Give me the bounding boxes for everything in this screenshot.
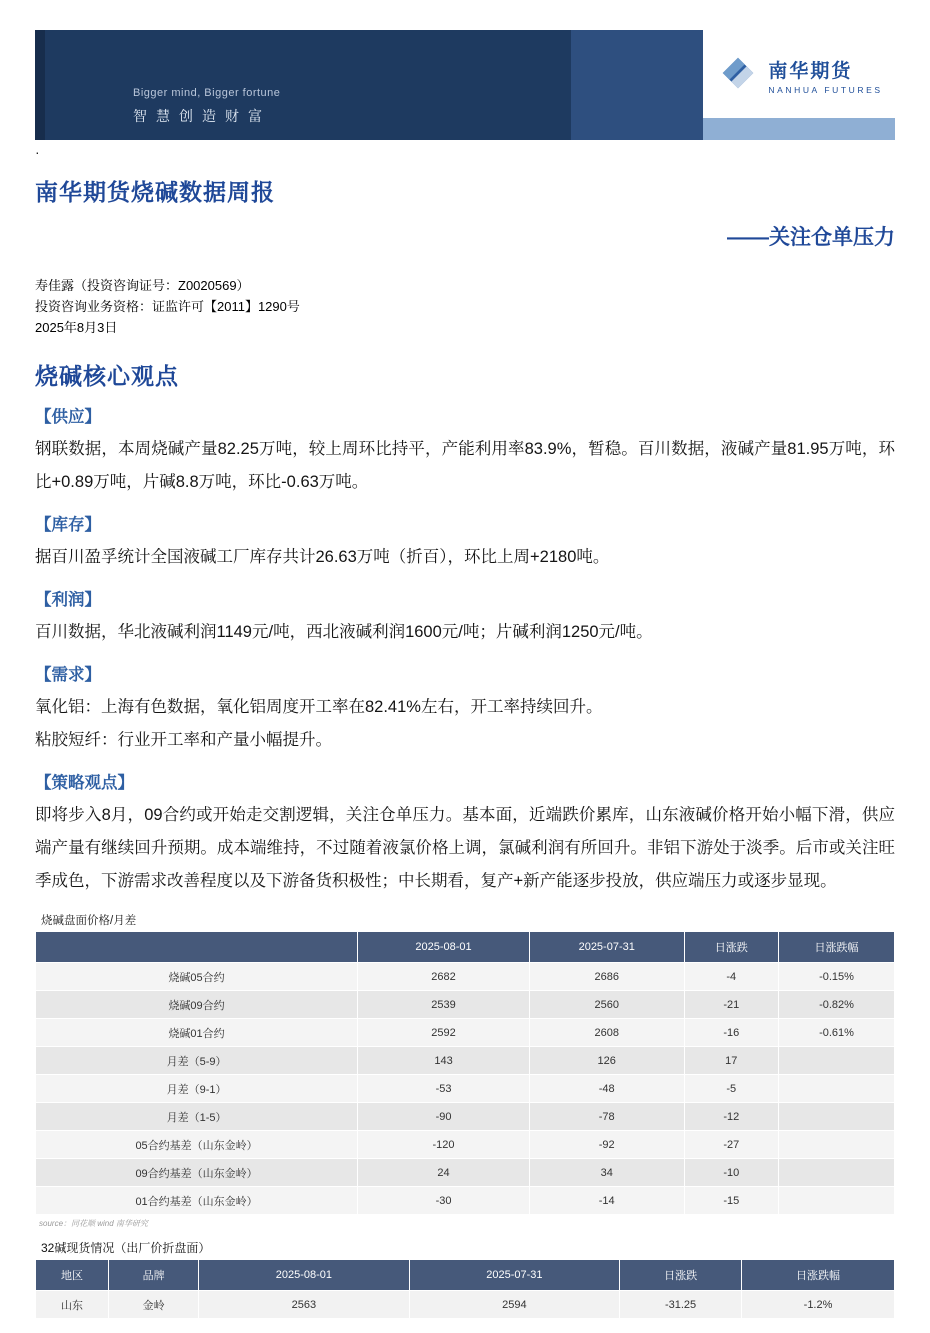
table-cell: -21	[684, 991, 778, 1019]
table-cell: 2560	[529, 991, 684, 1019]
banner-logo-panel	[703, 30, 895, 140]
table-cell: -53	[358, 1075, 530, 1103]
section-label: 【利润】	[35, 591, 101, 610]
table-cell: -78	[529, 1103, 684, 1131]
section-paragraph: 氧化铝：上海有色数据，氧化铝周度开工率在82.41%左右，开工率持续回升。	[35, 698, 603, 717]
table-header-row	[36, 1260, 895, 1291]
table-cell: 金岭	[109, 1291, 199, 1319]
section-supply	[35, 403, 895, 499]
table-row	[36, 991, 895, 1019]
table-cell: -120	[358, 1131, 530, 1159]
banner-middle-panel	[571, 30, 703, 140]
table-cell: 2592	[358, 1019, 530, 1047]
report-page	[0, 30, 930, 1333]
futures-price-table	[35, 931, 895, 1215]
column-header: 2025-07-31	[529, 932, 684, 963]
table-cell: -12	[684, 1103, 778, 1131]
table-cell: 月差（9-1）	[36, 1075, 358, 1103]
column-header: 日涨跌	[620, 1260, 742, 1291]
table-cell: 2539	[358, 991, 530, 1019]
table-cell: 01合约基差（山东金岭）	[36, 1187, 358, 1215]
section-label: 【供应】	[35, 408, 101, 427]
table-cell: 2594	[409, 1291, 619, 1319]
table-cell: -10	[684, 1159, 778, 1187]
banner-left-panel	[35, 30, 571, 140]
table-cell: -1.2%	[742, 1291, 895, 1319]
logo-company-name-en: NANHUA FUTURES	[768, 84, 883, 95]
header-banner	[35, 30, 895, 140]
table-cell: 17	[684, 1047, 778, 1075]
section-paragraph: 百川数据，华北液碱利润1149元/吨，西北液碱利润1600元/吨；片碱利润1250元/吨。	[35, 623, 653, 642]
table-cell: 09合约基差（山东金岭）	[36, 1159, 358, 1187]
column-header: 日涨跌幅	[742, 1260, 895, 1291]
table-row	[36, 1075, 895, 1103]
table-cell: -48	[529, 1075, 684, 1103]
table-cell: -0.15%	[779, 963, 895, 991]
table-cell	[779, 1159, 895, 1187]
table-cell: -0.82%	[779, 991, 895, 1019]
table-cell: 山东	[36, 1291, 109, 1319]
table-cell: -14	[529, 1187, 684, 1215]
table-cell: 24	[358, 1159, 530, 1187]
table-cell: 2686	[529, 963, 684, 991]
section-label: 【库存】	[35, 516, 101, 535]
table-row	[36, 1159, 895, 1187]
table-cell: 月差（5-9）	[36, 1047, 358, 1075]
table-cell: -4	[684, 963, 778, 991]
table-cell: -15	[684, 1187, 778, 1215]
table-cell: -27	[684, 1131, 778, 1159]
table-cell: -30	[358, 1187, 530, 1215]
source-note: source：同花顺 wind 南华研究	[39, 1219, 148, 1229]
logo-company-name: 南华期货	[768, 60, 853, 82]
logo-text-block	[768, 56, 882, 95]
banner-bottom-strip	[703, 118, 895, 140]
banner-slogan-en: Bigger mind, Bigger fortune	[133, 87, 281, 99]
section-demand	[35, 661, 895, 757]
author-line: 寿佳露（投资咨询证号：Z0020569）	[35, 278, 250, 293]
column-header: 2025-08-01	[358, 932, 530, 963]
table-cell: -16	[684, 1019, 778, 1047]
section-strategy	[35, 769, 895, 898]
report-body	[0, 144, 930, 1319]
table-cell: 烧碱09合约	[36, 991, 358, 1019]
table-row	[36, 1291, 895, 1319]
table-cell: 05合约基差（山东金岭）	[36, 1131, 358, 1159]
table-cell: 2682	[358, 963, 530, 991]
table1-title: 烧碱盘面价格/月差	[41, 915, 137, 928]
core-view-heading: 烧碱核心观点	[35, 363, 179, 390]
section-label: 【需求】	[35, 666, 101, 685]
table-cell: -0.61%	[779, 1019, 895, 1047]
table-cell: 2608	[529, 1019, 684, 1047]
table-cell: 34	[529, 1159, 684, 1187]
banner-slogan-cn: 智慧创造财富	[133, 108, 271, 124]
section-profit	[35, 586, 895, 649]
table2-title: 32碱现货情况（出厂价折盘面）	[41, 1241, 211, 1256]
section-paragraph: 钢联数据，本周烧碱产量82.25万吨，较上周环比持平，产能利用率83.9%，暂稳。百川数据，液碱产量81.95万吨，环比+0.89万吨，片碱8.8万吨，环比-0.63万吨。	[35, 440, 895, 492]
column-header: 地区	[36, 1260, 109, 1291]
table-cell	[779, 1187, 895, 1215]
column-header: 日涨跌	[684, 932, 778, 963]
author-block	[35, 275, 895, 338]
table-cell: 2563	[199, 1291, 409, 1319]
table-row	[36, 1019, 895, 1047]
table-cell	[779, 1103, 895, 1131]
column-header	[36, 932, 358, 963]
column-header: 日涨跌幅	[779, 932, 895, 963]
section-paragraph: 即将步入8月，09合约或开始走交割逻辑，关注仓单压力。基本面，近端跌价累库，山东液碱价格开始小幅下滑，供应端产量有继续回升预期。成本端维持，不过随着液氯价格上调，氯碱利润有所回升。非铝下游处于淡季。后市或关注旺季成色，下游需求改善程度以及下游备货积极性；中长期看，复产+新产能逐步投放，供应端压力或逐步显现。	[35, 806, 895, 891]
table-cell: 月差（1-5）	[36, 1103, 358, 1131]
table-header-row	[36, 932, 895, 963]
nanhua-logo-icon	[715, 53, 761, 98]
nanhua-logo	[715, 53, 882, 98]
table-row	[36, 1187, 895, 1215]
section-inventory	[35, 511, 895, 574]
spot-price-table	[35, 1259, 895, 1319]
table-row	[36, 1047, 895, 1075]
table-cell: -90	[358, 1103, 530, 1131]
table-cell: 烧碱05合约	[36, 963, 358, 991]
column-header: 品牌	[109, 1260, 199, 1291]
table-cell: 126	[529, 1047, 684, 1075]
section-label: 【策略观点】	[35, 774, 134, 793]
table-row	[36, 963, 895, 991]
table-row	[36, 1103, 895, 1131]
table-cell	[779, 1131, 895, 1159]
column-header: 2025-07-31	[409, 1260, 619, 1291]
table-cell	[779, 1047, 895, 1075]
table-cell	[779, 1075, 895, 1103]
table-row	[36, 1131, 895, 1159]
section-paragraph: 据百川盈孚统计全国液碱工厂库存共计26.63万吨（折百），环比上周+2180吨。	[35, 548, 610, 567]
table-cell: -31.25	[620, 1291, 742, 1319]
report-title: 南华期货烧碱数据周报	[35, 179, 275, 205]
column-header: 2025-08-01	[199, 1260, 409, 1291]
section-paragraph: 粘胶短纤：行业开工率和产量小幅提升。	[35, 731, 332, 750]
stray-dot: ·	[35, 144, 40, 160]
table-cell: -92	[529, 1131, 684, 1159]
table-cell: 143	[358, 1047, 530, 1075]
table-cell: 烧碱01合约	[36, 1019, 358, 1047]
report-date: 2025年8月3日	[35, 320, 118, 336]
qualification-line: 投资咨询业务资格：证监许可【2011】1290号	[35, 299, 300, 315]
report-subtitle: ——关注仓单压力	[727, 226, 895, 249]
table-cell: -5	[684, 1075, 778, 1103]
